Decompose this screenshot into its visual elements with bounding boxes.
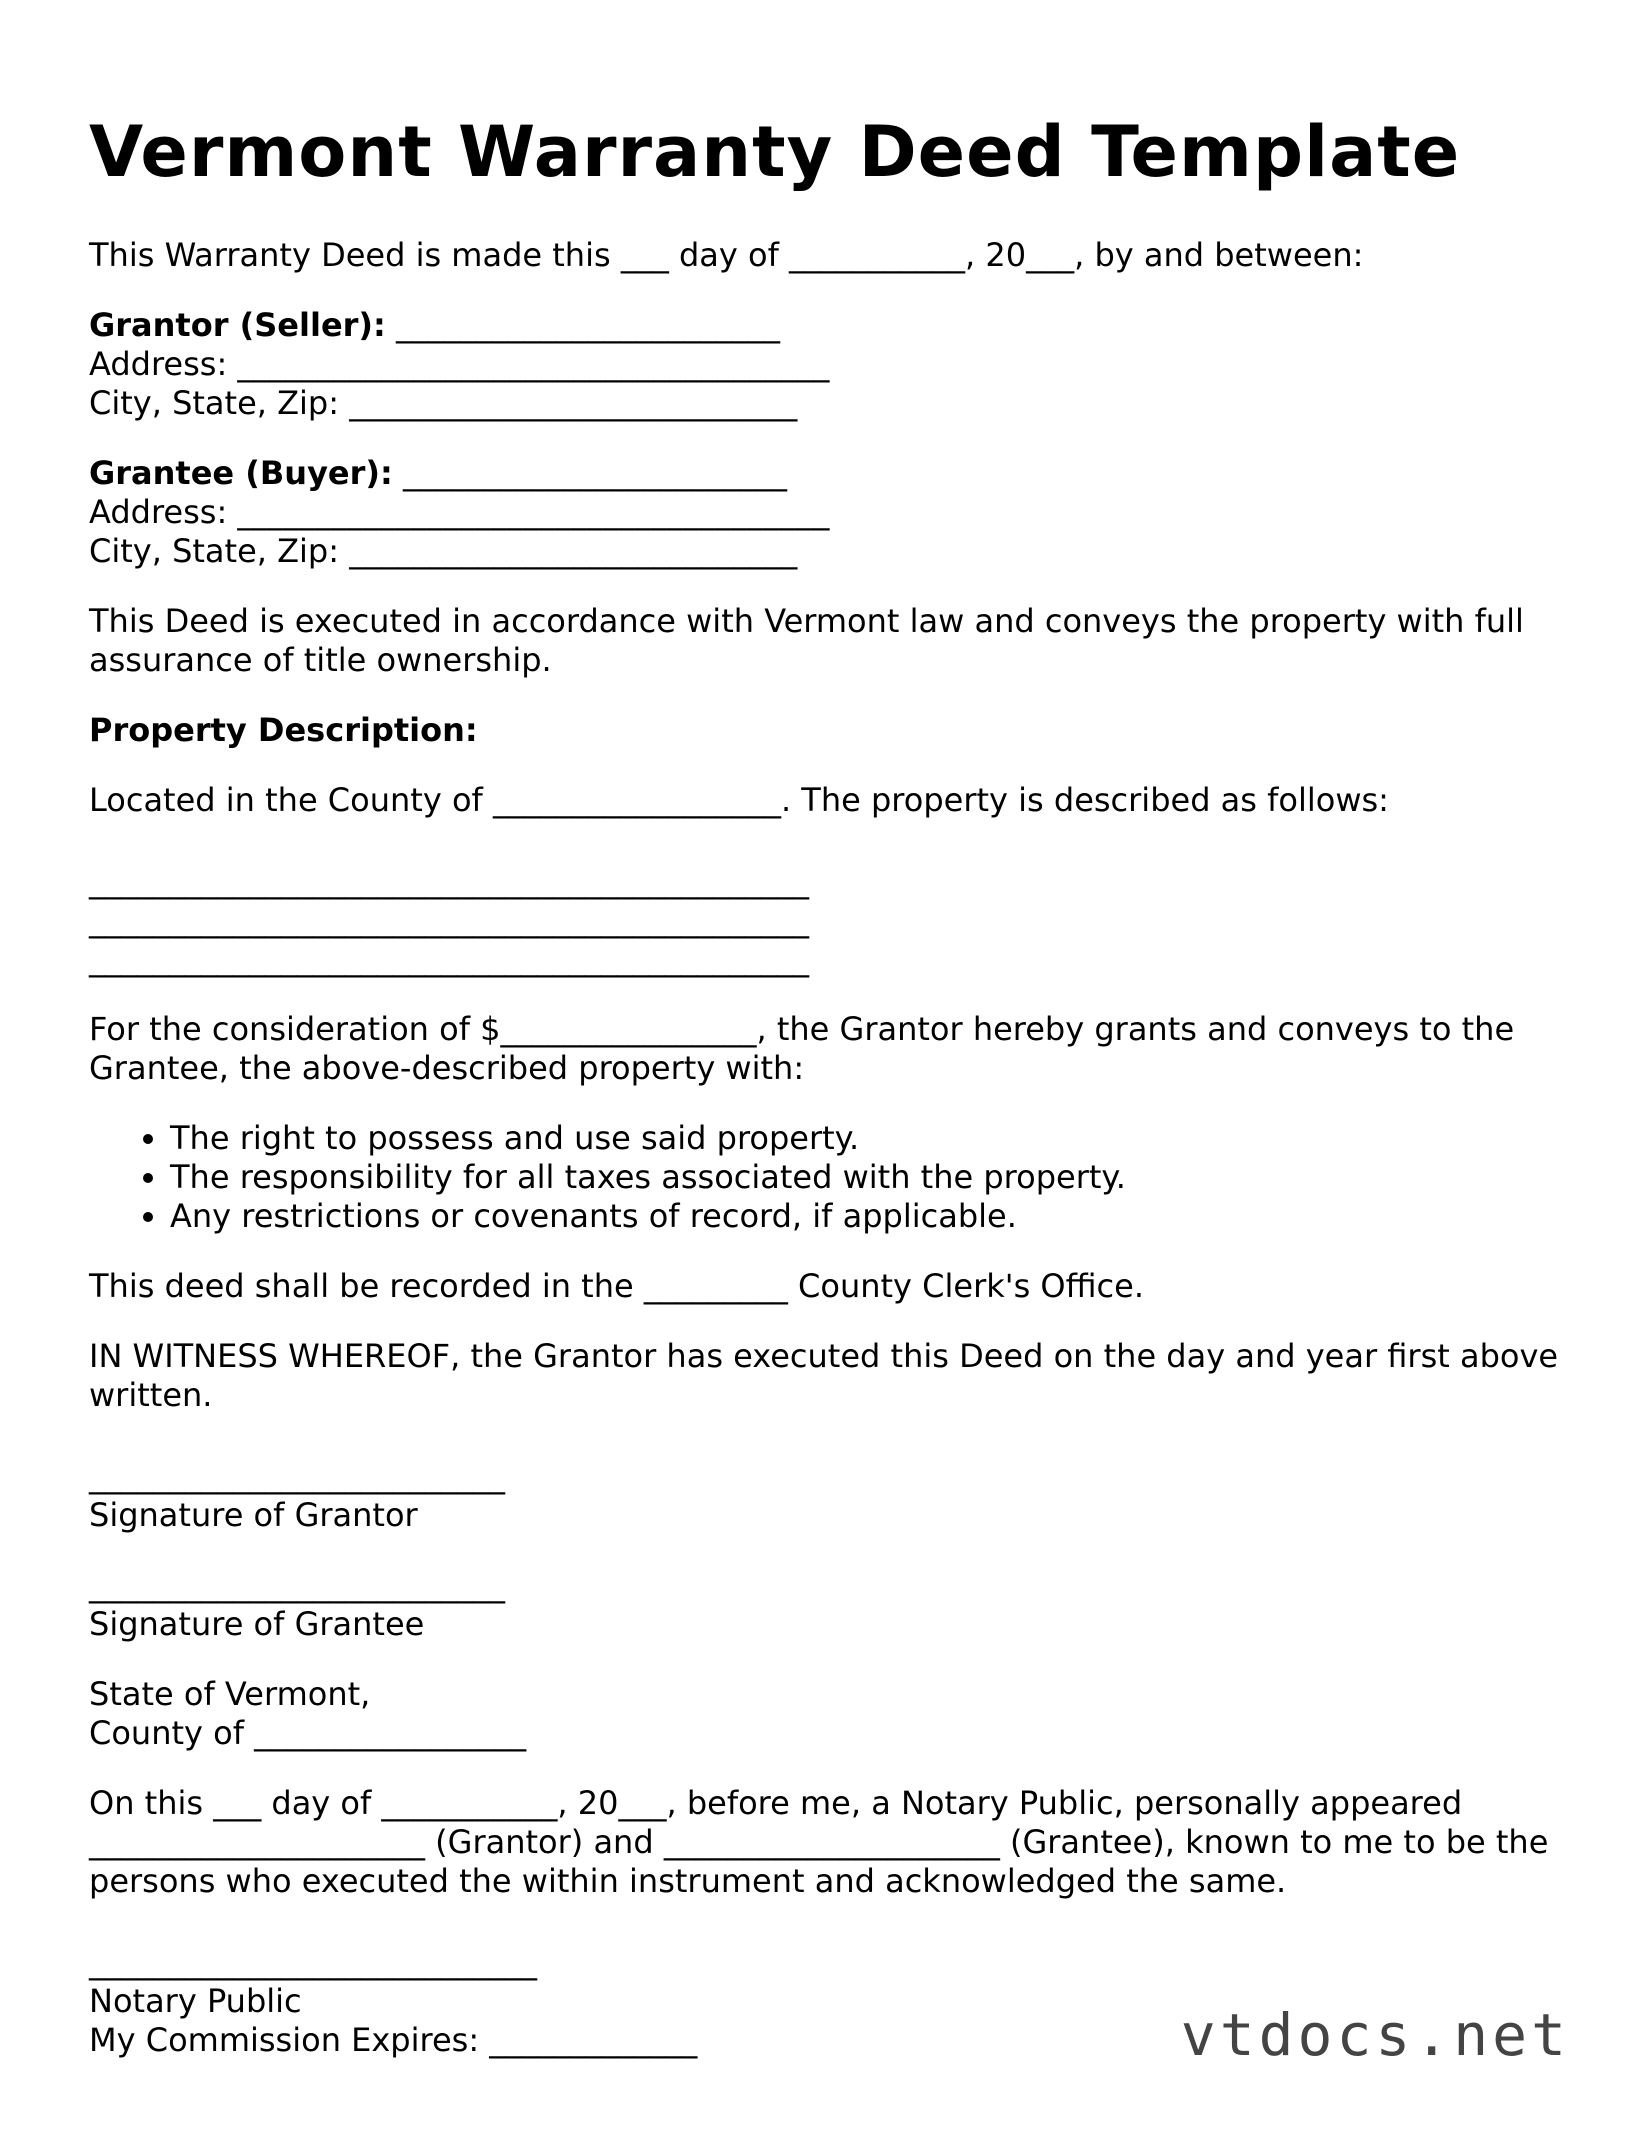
grantor-blank: ________________________ — [385, 306, 781, 344]
description-line: _____________________________________________ — [89, 901, 809, 939]
grantor-line — [89, 306, 1569, 345]
list-item: • Any restrictions or covenants of record, if applicable. — [170, 1197, 1569, 1236]
grantee-section — [89, 454, 1569, 571]
signature-line: __________________________ — [89, 1457, 505, 1495]
grantor-city: City, State, Zip: ____________________________ — [89, 384, 798, 422]
grantee-label: Grantee (Buyer): — [89, 454, 393, 492]
property-heading: Property Description: — [89, 711, 478, 749]
notary-label: Notary Public — [89, 1982, 302, 2020]
signature-line: ____________________________ — [89, 1943, 537, 1981]
venue-section — [89, 1675, 1569, 1753]
intro-paragraph: This Warranty Deed is made this ___ day of ___________, 20___, by and between: — [89, 236, 1364, 274]
signature-label: Signature of Grantor — [89, 1496, 418, 1534]
document-page — [89, 110, 1569, 2091]
watermark: vtdocs.net — [1180, 2001, 1570, 2069]
grantee-line — [89, 454, 1569, 493]
county-line: Located in the County of __________________. The property is described as follows: — [89, 781, 1389, 819]
county-of-line: County of _________________ — [89, 1714, 527, 1752]
consideration-paragraph: For the consideration of $________________, the Grantor hereby grants and conveys to the Grantee, the above-described property with: — [89, 1010, 1525, 1087]
witness-paragraph: IN WITNESS WHEREOF, the Grantor has executed this Deed on the day and year first above written. — [89, 1337, 1569, 1414]
description-line: _____________________________________________ — [89, 940, 809, 978]
executed-paragraph: This Deed is executed in accordance with Vermont law and conveys the property with full assurance of title ownership. — [89, 602, 1535, 679]
grantor-section — [89, 306, 1569, 423]
grantor-address: Address: _____________________________________ — [89, 345, 830, 383]
commission-expires: My Commission Expires: _____________ — [89, 2021, 698, 2059]
description-lines — [89, 862, 1569, 979]
grantee-address: Address: _____________________________________ — [89, 493, 830, 531]
grantee-blank: ________________________ — [392, 454, 787, 492]
description-line: _____________________________________________ — [89, 862, 809, 900]
state-line: State of Vermont, — [89, 1675, 371, 1713]
grantee-city: City, State, Zip: ____________________________ — [89, 532, 798, 570]
notary-paragraph: On this ___ day of ___________, 20___, before me, a Notary Public, personally appeared _____________________ (Grantor) and _____________________ (Grantee), known to me to be the persons who executed the within instrument and acknowledged the same. — [89, 1784, 1559, 1900]
grantor-label: Grantor (Seller): — [89, 306, 386, 344]
recorded-paragraph: This deed shall be recorded in the _________ County Clerk's Office. — [89, 1267, 1144, 1305]
list-item: • The responsibility for all taxes associated with the property. — [170, 1158, 1569, 1197]
list-item: • The right to possess and use said property. — [170, 1119, 1569, 1158]
page-title: Vermont Warranty Deed Template — [89, 111, 1461, 193]
grantor-signature — [89, 1457, 1569, 1535]
signature-label: Signature of Grantee — [89, 1605, 425, 1643]
grantee-signature — [89, 1566, 1569, 1644]
conveyance-list — [89, 1119, 1569, 1236]
signature-line: __________________________ — [89, 1566, 505, 1604]
